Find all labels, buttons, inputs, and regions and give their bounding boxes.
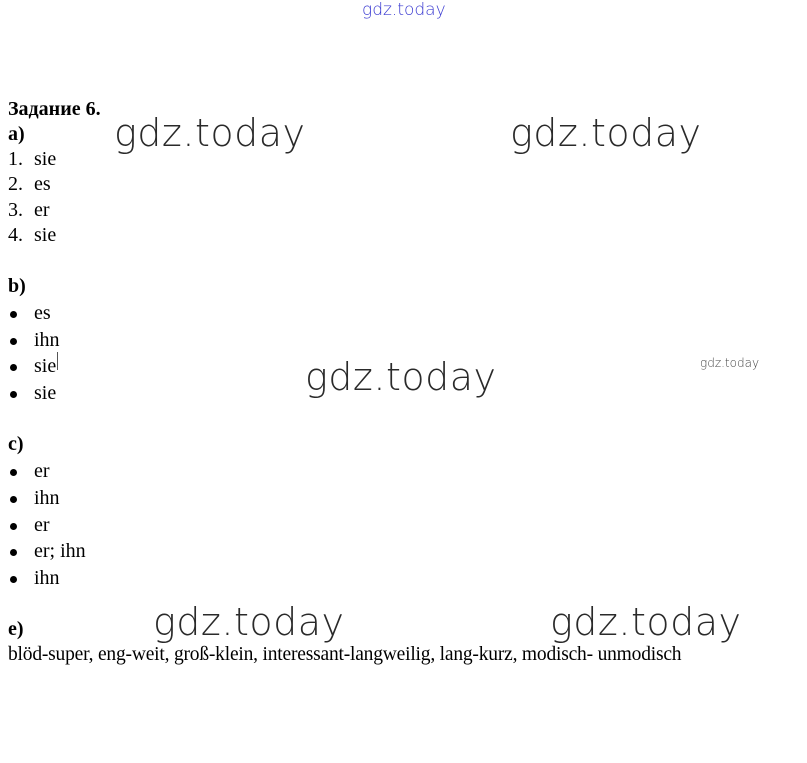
section-a-label: a)	[8, 123, 25, 145]
list-item: sie	[34, 382, 57, 404]
item-text: sie	[34, 224, 57, 246]
bullet-icon	[10, 364, 17, 371]
item-number: 3.	[8, 199, 23, 221]
section-b-label: b)	[8, 275, 26, 297]
watermark-small: gdz.today	[700, 356, 760, 370]
bullet-icon	[10, 523, 17, 530]
list-item: sie	[34, 355, 57, 377]
section-c-label: c)	[8, 433, 24, 455]
item-number: 4.	[8, 224, 23, 246]
bullet-icon	[10, 391, 17, 398]
item-number: 2.	[8, 173, 23, 195]
bullet-icon	[10, 311, 17, 318]
list-item: er; ihn	[34, 540, 86, 562]
list-item: ihn	[34, 329, 60, 351]
list-item: ihn	[34, 487, 60, 509]
watermark: gdz.today	[550, 600, 742, 644]
bullet-icon	[10, 338, 17, 345]
list-item: er	[34, 460, 50, 482]
watermark: gdz.today	[305, 355, 497, 399]
item-text: sie	[34, 148, 57, 170]
section-e-label: e)	[8, 618, 24, 640]
bullet-icon	[10, 549, 17, 556]
text-cursor	[57, 352, 58, 370]
item-text: er	[34, 199, 50, 221]
list-item: er	[34, 514, 50, 536]
watermark: gdz.today	[510, 111, 702, 155]
watermark: gdz.today	[153, 600, 345, 644]
item-number: 1.	[8, 148, 23, 170]
item-text: es	[34, 173, 51, 195]
watermark: gdz.today	[114, 111, 306, 155]
bullet-icon	[10, 576, 17, 583]
bullet-icon	[10, 496, 17, 503]
watermark-top: gdz.today	[362, 0, 446, 20]
bullet-icon	[10, 469, 17, 476]
list-item: ihn	[34, 567, 60, 589]
list-item: es	[34, 302, 51, 324]
task-title: Задание 6.	[8, 98, 101, 120]
section-e-text: blöd-super, eng-weit, groß-klein, interessant-langweilig, lang-kurz, modisch- unmodisch	[8, 644, 682, 665]
